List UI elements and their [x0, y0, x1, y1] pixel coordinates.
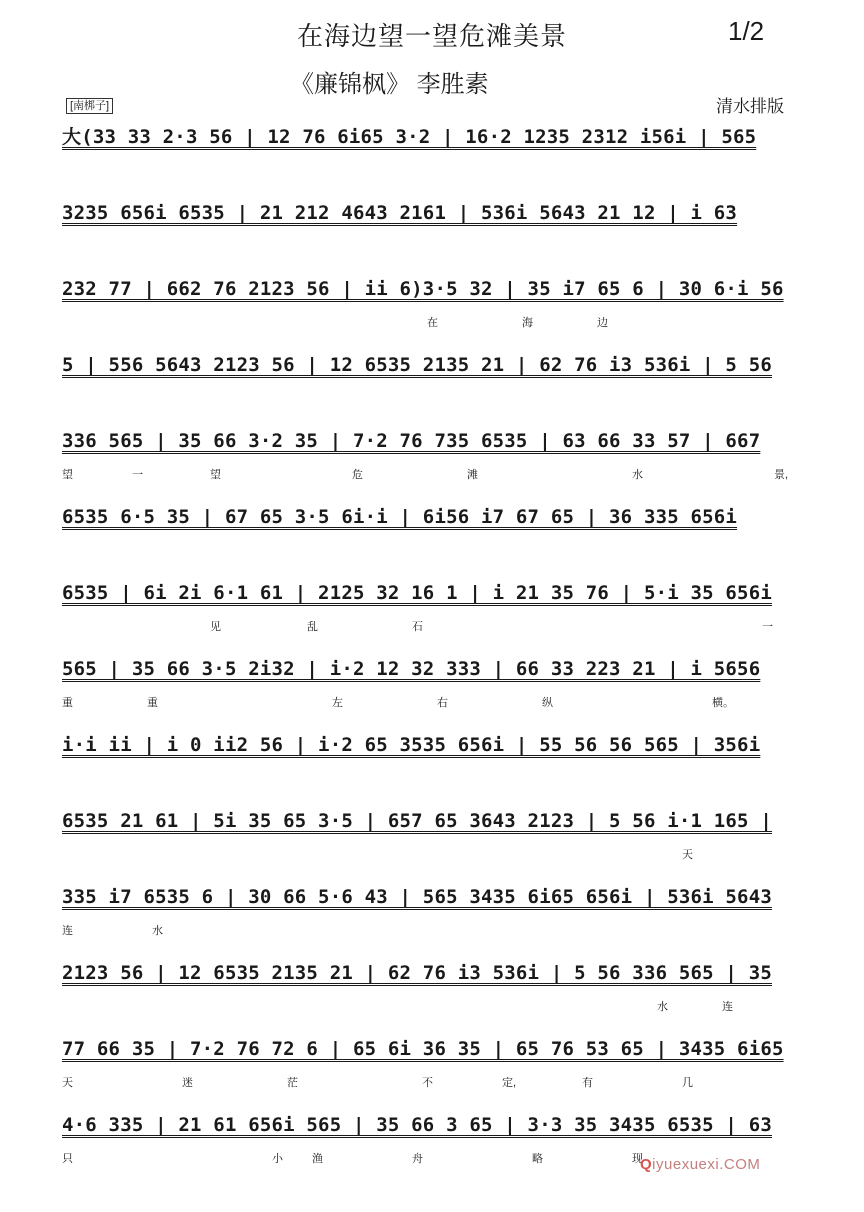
lyric-char: 有 [582, 1077, 593, 1089]
notation-notes: 6535 21 61 | 5i 35 65 3·5 | 657 65 3643 2123 | 5 56 i·1 165 | [62, 810, 772, 832]
notation-notes: 335 i7 6535 6 | 30 66 5·6 43 | 565 3435 6i65 656i | 536i 5643 [62, 886, 772, 908]
notation-notes: 大(33 33 2·3 56 | 12 76 6i65 3·2 | 16·2 1235 2312 i56i | 565 [62, 126, 757, 148]
lyric-char: 乱 [307, 621, 318, 633]
lyric-char: 茫 [287, 1077, 298, 1089]
notation-line [62, 654, 796, 724]
lyric-char: 重 [62, 697, 73, 709]
lyric-char: 几 [682, 1077, 693, 1089]
tune-label: [南梆子] [66, 98, 113, 114]
lyric-char: 边 [597, 317, 608, 329]
lyric-char: 海 [522, 317, 533, 329]
lyric-char: 渔 [312, 1153, 323, 1165]
lyric-char: 略 [532, 1153, 543, 1165]
lyric-char: 连 [62, 925, 73, 937]
notation-line [62, 426, 796, 496]
notation-notes: 5 | 556 5643 2123 56 | 12 6535 2135 21 | 62 76 i3 536i | 5 56 [62, 354, 772, 376]
watermark-lead: Q [640, 1156, 653, 1173]
lyric-char: 小 [272, 1153, 283, 1165]
watermark-rest: iyuexuexi.COM [652, 1156, 761, 1173]
lyric-char: 天 [62, 1077, 73, 1089]
lyric-char: 危 [352, 469, 363, 481]
notation-notes: 565 | 35 66 3·5 2i32 | i·2 12 32 333 | 66 33 223 21 | i 5656 [62, 658, 761, 680]
lyric-char: 现 [632, 1153, 643, 1165]
lyric-char: 见 [210, 621, 221, 633]
notation-notes: 232 77 | 662 76 2123 56 | ii 6)3·5 32 | 35 i7 65 6 | 30 6·i 56 [62, 278, 784, 300]
lyric-char: 在 [427, 317, 438, 329]
notation-line [62, 958, 796, 1028]
lyric-char: 只 [62, 1153, 73, 1165]
lyric-char: 右 [437, 697, 448, 709]
lyric-char: 重 [147, 697, 158, 709]
notation-line [62, 578, 796, 648]
notation-line [62, 502, 796, 572]
score-title: 在海边望一望危滩美景 [296, 21, 567, 51]
lyric-char: 连 [722, 1001, 733, 1013]
notation-notes: 77 66 35 | 7·2 76 72 6 | 65 6i 36 35 | 65 76 53 65 | 3435 6i65 [62, 1038, 784, 1060]
lyric-char: 一 [132, 469, 143, 481]
lyric-char: 望 [62, 469, 73, 481]
notation-notes: i·i ii | i 0 ii2 56 | i·2 65 3535 656i | 55 56 56 565 | 356i [62, 734, 761, 756]
lyric-char: 水 [632, 469, 643, 481]
lyric-char: 望 [210, 469, 221, 481]
notation-line [62, 350, 796, 420]
notation-notes: 6535 6·5 35 | 67 65 3·5 6i·i | 6i56 i7 67 65 | 36 335 656i [62, 506, 738, 528]
score-subtitle: 《廉锦枫》 李胜素 [290, 71, 489, 98]
notation-notes: 3235 656i 6535 | 21 212 4643 2161 | 536i 5643 21 12 | i 63 [62, 202, 738, 224]
lyric-char: 横。 [712, 697, 734, 709]
notation-line [62, 806, 796, 876]
lyric-char: 天 [682, 849, 693, 861]
lyric-char: 舟 [412, 1153, 423, 1165]
notation-line [62, 122, 796, 192]
lyric-char: 定, [502, 1077, 517, 1089]
notation-line [62, 882, 796, 952]
lyric-char: 水 [657, 1001, 668, 1013]
notation-notes: 336 565 | 35 66 3·2 35 | 7·2 76 735 6535 | 63 66 33 57 | 667 [62, 430, 761, 452]
notation-notes: 4·6 335 | 21 61 656i 565 | 35 66 3 65 | 3·3 35 3435 6535 | 63 [62, 1114, 772, 1136]
notation-notes: 2123 56 | 12 6535 2135 21 | 62 76 i3 536i | 5 56 336 565 | 35 [62, 962, 772, 984]
lyric-char: 水 [152, 925, 163, 937]
lyric-char: 一 [762, 621, 773, 633]
notation-line [62, 274, 796, 344]
notation-line [62, 1034, 796, 1104]
lyric-char: 石 [412, 621, 423, 633]
lyric-char: 滩 [467, 469, 478, 481]
lyric-char: 景, [774, 469, 789, 481]
lyric-char: 不 [422, 1077, 433, 1089]
notation-line [62, 198, 796, 268]
notation-line [62, 730, 796, 800]
site-watermark [640, 1156, 760, 1173]
lyric-char: 左 [332, 697, 343, 709]
lyric-char: 迷 [182, 1077, 193, 1089]
notation-notes: 6535 | 6i 2i 6·1 61 | 2125 32 16 1 | i 21 35 76 | 5·i 35 656i [62, 582, 772, 604]
layout-credit: 清水排版 [716, 97, 784, 116]
page-number: 1/2 [728, 16, 765, 46]
lyric-char: 纵 [542, 697, 553, 709]
